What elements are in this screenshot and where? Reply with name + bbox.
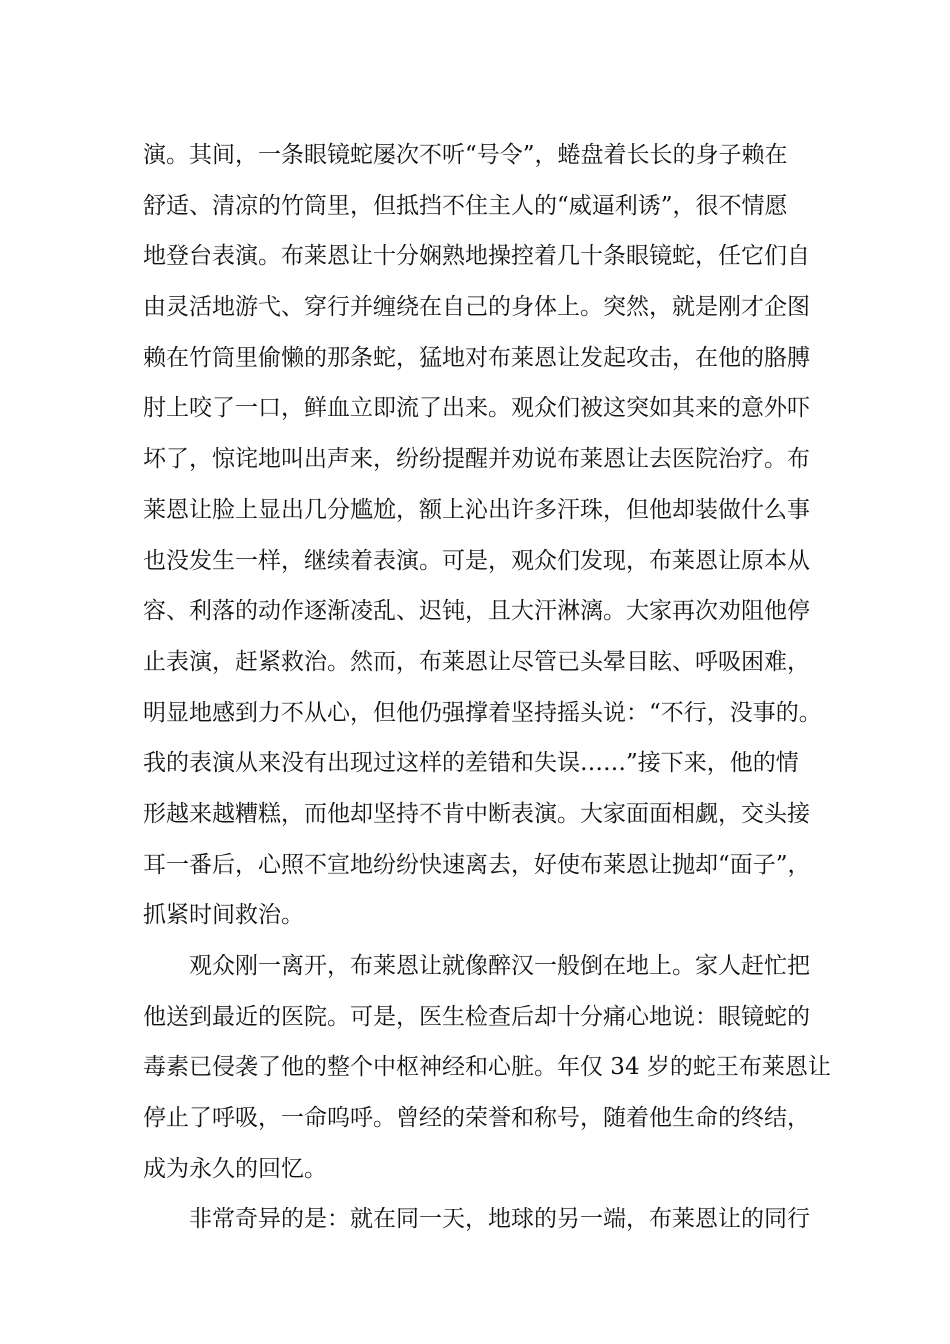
paragraph-first-line: 观众刚一离开，布莱恩让就像醉汉一般倒在地上。家人赶忙把 [189,953,810,979]
text-line: 莱恩让脸上显出几分尴尬，额上沁出许多汗珠，但他却装做什么事 [143,496,810,523]
text-line: 演。其间，一条眼镜蛇屡次不听“号令”，蜷盘着长长的身子赖在 [143,142,788,168]
text-line: 抓紧时间救治。 [143,902,304,929]
text-line: 我的表演从来没有出现过这样的差错和失误……”接下来，他的情 [143,750,799,777]
text-line: 他送到最近的医院。可是，医生检查后却十分痛心地说：眼镜蛇的 [143,1003,810,1030]
text-line: 耳一番后，心照不宣地纷纷快速离去，好使布莱恩让抛却“面子”， [143,851,811,878]
text-line: 停止了呼吸，一命呜呼。曾经的荣誉和称号，随着他生命的终结， [143,1105,810,1132]
paragraph-first-line: 非常奇异的是：就在同一天，地球的另一端，布莱恩让的同行 [189,1206,810,1233]
body-text [143,130,831,1245]
text-line: 地登台表演。布莱恩让十分娴熟地操控着几十条眼镜蛇，任它们自 [143,243,810,270]
text-line: 容、利落的动作逐渐凌乱、迟钝，且大汗淋漓。大家再次劝阻他停 [143,598,810,625]
text-line: 肘上咬了一口，鲜血立即流了出来。观众们被这突如其来的意外吓 [143,395,810,422]
text-line: 由灵活地游弋、穿行并缠绕在自己的身体上。突然，就是刚才企图 [143,294,810,321]
text-line: 毒素已侵袭了他的整个中枢神经和心脏。年仅 34 岁的蛇王布莱恩让 [143,1054,831,1081]
text-line: 赖在竹筒里偷懒的那条蛇，猛地对布莱恩让发起攻击，在他的胳膊 [143,344,810,371]
text-line: 明显地感到力不从心，但他仍强撑着坚持摇头说：“不行，没事的。 [143,699,822,726]
text-line: 坏了，惊诧地叫出声来，纷纷提醒并劝说布莱恩让去医院治疗。布 [143,446,810,473]
text-line: 舒适、清凉的竹筒里，但抵挡不住主人的“威逼利诱”，很不情愿 [143,192,788,219]
text-line: 成为永久的回忆。 [143,1155,327,1182]
text-line: 也没发生一样，继续着表演。可是，观众们发现，布莱恩让原本从 [143,547,810,574]
text-line: 止表演，赶紧救治。然而，布莱恩让尽管已头晕目眩、呼吸困难， [143,648,810,675]
text-line: 形越来越糟糕，而他却坚持不肯中断表演。大家面面相觑，交头接 [143,800,810,827]
